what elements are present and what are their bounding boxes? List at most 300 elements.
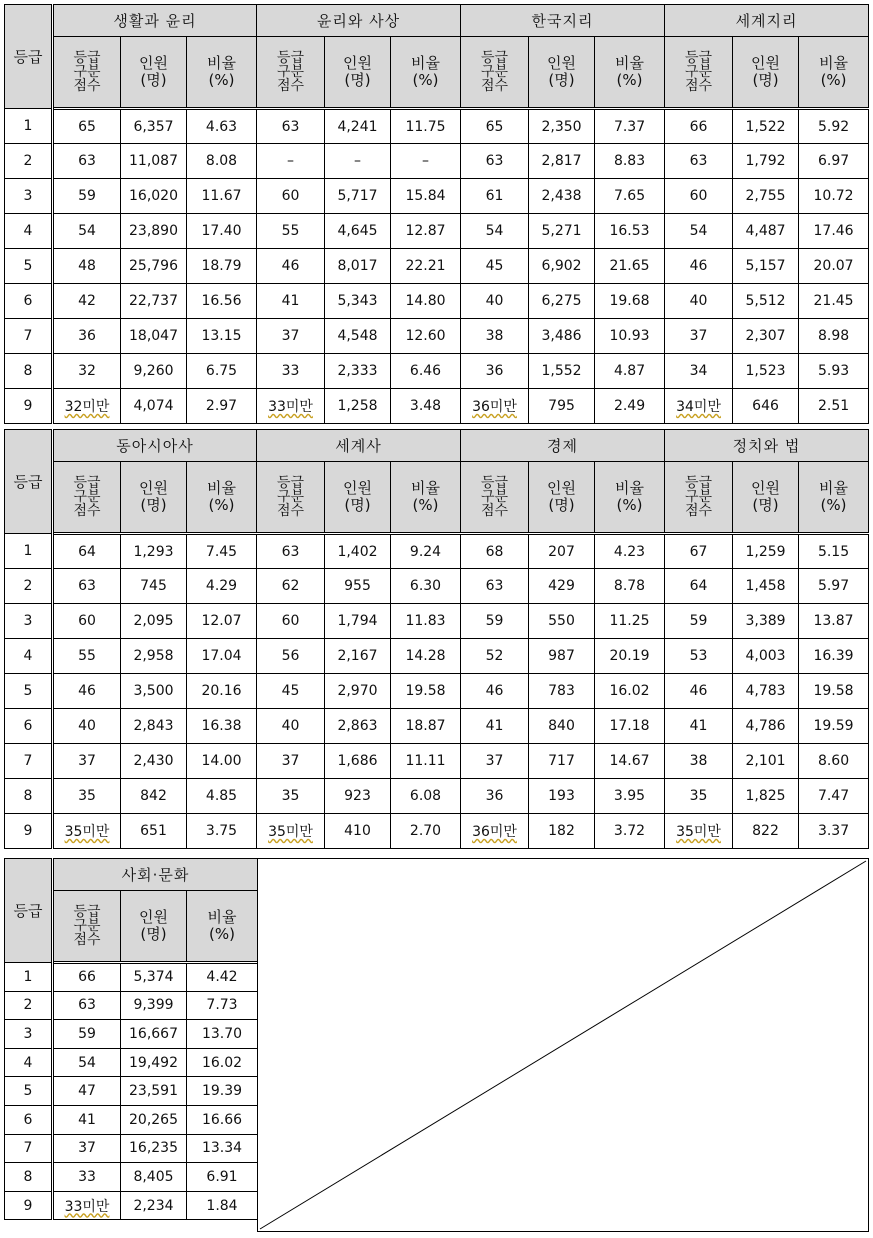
grade-cell: 4 (5, 214, 53, 249)
ratio-cell: 22.21 (391, 249, 461, 284)
ratio-cell: 16.02 (187, 1048, 258, 1077)
grade-cell: 5 (5, 249, 53, 284)
ratio-cell: 5.93 (799, 354, 869, 389)
count-cell: 2,817 (529, 144, 595, 179)
ratio-cell: 6.91 (187, 1163, 258, 1192)
grade-cell: 6 (5, 709, 53, 744)
cutoff-score-cell: 37 (257, 319, 325, 354)
ratio-cell: 3.75 (187, 814, 257, 849)
count-cell: 4,003 (733, 639, 799, 674)
cutoff-score-header: 등급 구분 점수 (53, 891, 121, 963)
cutoff-score-cell: 68 (461, 534, 529, 569)
cutoff-score-header: 등급 구분 점수 (257, 462, 325, 534)
ratio-cell: 20.19 (595, 639, 665, 674)
cutoff-score-cell: 64 (53, 534, 121, 569)
count-cell: 717 (529, 744, 595, 779)
ratio-cell: 9.24 (391, 534, 461, 569)
cutoff-score-cell: 34 (665, 354, 733, 389)
ratio-cell: 13.15 (187, 319, 257, 354)
count-cell: 783 (529, 674, 595, 709)
ratio-cell: 14.00 (187, 744, 257, 779)
grade-cell: 2 (5, 144, 53, 179)
count-cell: 2,333 (325, 354, 391, 389)
count-cell: 182 (529, 814, 595, 849)
cutoff-score-cell: 33미만 (257, 389, 325, 424)
ratio-cell: 18.79 (187, 249, 257, 284)
cutoff-score-cell: 46 (665, 674, 733, 709)
table-row (5, 214, 869, 249)
cutoff-score-cell: 60 (53, 604, 121, 639)
cutoff-score-header: 등급 구분 점수 (53, 462, 121, 534)
count-cell: 5,717 (325, 179, 391, 214)
cutoff-score-cell: 47 (53, 1077, 121, 1106)
count-cell: 4,645 (325, 214, 391, 249)
grade-cell: 3 (5, 179, 53, 214)
ratio-cell: 14.80 (391, 284, 461, 319)
table-row (5, 814, 869, 849)
ratio-cell: 4.42 (187, 963, 258, 992)
cutoff-score-cell: 65 (53, 109, 121, 144)
cutoff-score-cell: 34미만 (665, 389, 733, 424)
count-cell: 18,047 (121, 319, 187, 354)
grade-cell: 8 (5, 779, 53, 814)
subject-name: 한국지리 (461, 5, 665, 37)
cutoff-score-cell: 54 (665, 214, 733, 249)
ratio-cell: 12.07 (187, 604, 257, 639)
cutoff-score-cell: 33미만 (53, 1191, 121, 1220)
ratio-header: 비율 (%) (187, 891, 258, 963)
ratio-cell: 2.97 (187, 389, 257, 424)
cutoff-score-header: 등급 구분 점수 (665, 37, 733, 109)
ratio-cell: 3.48 (391, 389, 461, 424)
grade-cell: 8 (5, 354, 53, 389)
subject-name: 동아시아사 (53, 430, 257, 462)
empty-crossed-cell (257, 858, 869, 1232)
ratio-header: 비율 (%) (187, 462, 257, 534)
cutoff-score-cell: 45 (257, 674, 325, 709)
ratio-cell: 19.68 (595, 284, 665, 319)
ratio-cell: 7.45 (187, 534, 257, 569)
cutoff-score-cell: 37 (665, 319, 733, 354)
ratio-cell: 6.30 (391, 569, 461, 604)
count-cell: 5,512 (733, 284, 799, 319)
cutoff-score-cell: 35 (257, 779, 325, 814)
ratio-cell: 10.93 (595, 319, 665, 354)
ratio-cell: 14.28 (391, 639, 461, 674)
cutoff-score-cell: 33 (53, 1163, 121, 1192)
cutoff-score-cell: 35미만 (665, 814, 733, 849)
ratio-cell: 13.87 (799, 604, 869, 639)
table-row (5, 109, 869, 144)
count-cell: 987 (529, 639, 595, 674)
count-cell: 2,350 (529, 109, 595, 144)
table-row (5, 1020, 258, 1049)
count-cell: 651 (121, 814, 187, 849)
ratio-cell: 17.04 (187, 639, 257, 674)
cutoff-score-cell: 35 (665, 779, 733, 814)
cutoff-score-cell: 37 (461, 744, 529, 779)
count-cell: 2,970 (325, 674, 391, 709)
ratio-cell: 7.65 (595, 179, 665, 214)
grade-cell: 6 (5, 1105, 53, 1134)
table-row (5, 991, 258, 1020)
count-cell: 2,863 (325, 709, 391, 744)
cutoff-score-cell: 42 (53, 284, 121, 319)
cutoff-score-header: 등급 구분 점수 (461, 37, 529, 109)
count-cell: 4,548 (325, 319, 391, 354)
count-cell: 207 (529, 534, 595, 569)
ratio-cell: 5.97 (799, 569, 869, 604)
cutoff-score-cell: 35미만 (53, 814, 121, 849)
grade-cell: 7 (5, 744, 53, 779)
ratio-cell: 17.46 (799, 214, 869, 249)
subject-name: 세계지리 (665, 5, 869, 37)
ratio-cell: 2.51 (799, 389, 869, 424)
table-row (5, 284, 869, 319)
ratio-cell: 3.95 (595, 779, 665, 814)
count-cell: – (325, 144, 391, 179)
table-row (5, 319, 869, 354)
count-cell: 4,786 (733, 709, 799, 744)
ratio-cell: 16.38 (187, 709, 257, 744)
table-row (5, 144, 869, 179)
count-cell: 23,591 (121, 1077, 187, 1106)
ratio-cell: 6.08 (391, 779, 461, 814)
grade-cell: 3 (5, 1020, 53, 1049)
grade-cell: 2 (5, 569, 53, 604)
ratio-header: 비율 (%) (391, 462, 461, 534)
count-cell: 5,343 (325, 284, 391, 319)
cutoff-score-cell: 54 (53, 1048, 121, 1077)
grade-cell: 5 (5, 674, 53, 709)
table-row (5, 639, 869, 674)
count-cell: 1,686 (325, 744, 391, 779)
ratio-cell: 12.60 (391, 319, 461, 354)
cutoff-score-cell: 37 (53, 744, 121, 779)
count-cell: 8,405 (121, 1163, 187, 1192)
ratio-cell: 18.87 (391, 709, 461, 744)
ratio-cell: 8.98 (799, 319, 869, 354)
count-cell: 550 (529, 604, 595, 639)
count-cell: 8,017 (325, 249, 391, 284)
ratio-cell: 11.25 (595, 604, 665, 639)
cutoff-score-cell: 41 (53, 1105, 121, 1134)
count-cell: 2,958 (121, 639, 187, 674)
ratio-cell: 21.65 (595, 249, 665, 284)
ratio-cell: 4.87 (595, 354, 665, 389)
count-cell: 2,307 (733, 319, 799, 354)
count-cell: 16,020 (121, 179, 187, 214)
count-cell: 3,389 (733, 604, 799, 639)
ratio-cell: 4.23 (595, 534, 665, 569)
cutoff-score-cell: 37 (257, 744, 325, 779)
cutoff-score-cell: 59 (53, 179, 121, 214)
grade-cut-table-block-1 (4, 4, 869, 424)
cutoff-score-cell: 59 (461, 604, 529, 639)
subject-name: 윤리와 사상 (257, 5, 461, 37)
ratio-header: 비율 (%) (799, 37, 869, 109)
cutoff-score-cell: 41 (461, 709, 529, 744)
count-cell: 6,902 (529, 249, 595, 284)
subject-name: 경제 (461, 430, 665, 462)
count-cell: 1,794 (325, 604, 391, 639)
count-cell: 2,101 (733, 744, 799, 779)
ratio-cell: 4.29 (187, 569, 257, 604)
table-row (5, 779, 869, 814)
ratio-cell: 16.66 (187, 1105, 258, 1134)
ratio-cell: 3.72 (595, 814, 665, 849)
ratio-cell: 15.84 (391, 179, 461, 214)
count-cell: 193 (529, 779, 595, 814)
cutoff-score-cell: 63 (257, 109, 325, 144)
cutoff-score-cell: 63 (257, 534, 325, 569)
cutoff-score-cell: 36 (461, 779, 529, 814)
count-cell: 429 (529, 569, 595, 604)
subject-header-row (5, 430, 869, 462)
cutoff-score-cell: 63 (53, 144, 121, 179)
cutoff-score-cell: 55 (257, 214, 325, 249)
count-cell: 6,357 (121, 109, 187, 144)
count-cell: 4,487 (733, 214, 799, 249)
ratio-cell: 17.18 (595, 709, 665, 744)
count-cell: 2,755 (733, 179, 799, 214)
ratio-cell: 19.39 (187, 1077, 258, 1106)
subject-header-row (5, 5, 869, 37)
subject-header-row (5, 859, 258, 891)
ratio-cell: 7.47 (799, 779, 869, 814)
ratio-header: 비율 (%) (187, 37, 257, 109)
cutoff-score-cell: 38 (461, 319, 529, 354)
ratio-cell: 17.40 (187, 214, 257, 249)
grade-cell: 4 (5, 1048, 53, 1077)
cutoff-score-cell: 46 (665, 249, 733, 284)
cutoff-score-cell: 33 (257, 354, 325, 389)
count-cell: 1,293 (121, 534, 187, 569)
cutoff-score-cell: 63 (665, 144, 733, 179)
cutoff-score-cell: 54 (53, 214, 121, 249)
cutoff-score-cell: – (257, 144, 325, 179)
cutoff-score-header: 등급 구분 점수 (665, 462, 733, 534)
count-cell: 2,843 (121, 709, 187, 744)
count-cell: 9,260 (121, 354, 187, 389)
cutoff-score-cell: 56 (257, 639, 325, 674)
ratio-cell: 16.56 (187, 284, 257, 319)
table-row (5, 249, 869, 284)
cutoff-score-header: 등급 구분 점수 (257, 37, 325, 109)
ratio-cell: 13.70 (187, 1020, 258, 1049)
ratio-cell: 11.83 (391, 604, 461, 639)
grade-cell: 7 (5, 1134, 53, 1163)
cutoff-score-cell: 63 (53, 991, 121, 1020)
count-cell: 2,234 (121, 1191, 187, 1220)
cutoff-score-cell: 63 (53, 569, 121, 604)
table-row (5, 1105, 258, 1134)
cutoff-score-cell: 64 (665, 569, 733, 604)
count-cell: 25,796 (121, 249, 187, 284)
ratio-cell: 19.59 (799, 709, 869, 744)
grade-cell: 1 (5, 963, 53, 992)
count-header: 인원 (명) (529, 37, 595, 109)
subject-name: 세계사 (257, 430, 461, 462)
cutoff-score-cell: 36 (53, 319, 121, 354)
count-cell: 795 (529, 389, 595, 424)
ratio-cell: 5.15 (799, 534, 869, 569)
ratio-cell: 8.78 (595, 569, 665, 604)
grade-cell: 3 (5, 604, 53, 639)
count-cell: 22,737 (121, 284, 187, 319)
count-cell: 2,430 (121, 744, 187, 779)
ratio-cell: 4.85 (187, 779, 257, 814)
count-header: 인원 (명) (121, 462, 187, 534)
ratio-cell: 8.83 (595, 144, 665, 179)
cutoff-score-cell: 48 (53, 249, 121, 284)
count-cell: 745 (121, 569, 187, 604)
cutoff-score-cell: 38 (665, 744, 733, 779)
grade-cell: 9 (5, 1191, 53, 1220)
grade-header: 등급 (5, 859, 53, 963)
cutoff-score-cell: 65 (461, 109, 529, 144)
count-cell: 16,667 (121, 1020, 187, 1049)
count-cell: 842 (121, 779, 187, 814)
count-cell: 1,825 (733, 779, 799, 814)
ratio-cell: 21.45 (799, 284, 869, 319)
cutoff-score-cell: 32 (53, 354, 121, 389)
count-cell: 5,374 (121, 963, 187, 992)
count-header: 인원 (명) (529, 462, 595, 534)
ratio-cell: 2.70 (391, 814, 461, 849)
ratio-header: 비율 (%) (595, 37, 665, 109)
count-header: 인원 (명) (121, 37, 187, 109)
ratio-cell: 19.58 (391, 674, 461, 709)
ratio-cell: 16.53 (595, 214, 665, 249)
count-cell: 3,500 (121, 674, 187, 709)
grade-cut-table-block-3 (4, 858, 258, 1220)
grade-cell: 9 (5, 389, 53, 424)
ratio-cell: 11.67 (187, 179, 257, 214)
ratio-cell: – (391, 144, 461, 179)
cutoff-score-cell: 66 (665, 109, 733, 144)
count-cell: 23,890 (121, 214, 187, 249)
ratio-cell: 16.02 (595, 674, 665, 709)
ratio-cell: 1.84 (187, 1191, 258, 1220)
count-cell: 4,783 (733, 674, 799, 709)
table-row (5, 963, 258, 992)
cutoff-score-cell: 59 (53, 1020, 121, 1049)
grade-cell: 5 (5, 1077, 53, 1106)
count-cell: 5,157 (733, 249, 799, 284)
count-cell: 1,552 (529, 354, 595, 389)
grade-cut-table-block-2 (4, 429, 869, 849)
ratio-cell: 12.87 (391, 214, 461, 249)
cutoff-score-cell: 41 (257, 284, 325, 319)
cutoff-score-cell: 52 (461, 639, 529, 674)
count-cell: 1,522 (733, 109, 799, 144)
count-header: 인원 (명) (733, 37, 799, 109)
cutoff-score-cell: 36미만 (461, 814, 529, 849)
count-cell: 5,271 (529, 214, 595, 249)
cutoff-score-cell: 54 (461, 214, 529, 249)
cutoff-score-cell: 66 (53, 963, 121, 992)
cutoff-score-cell: 46 (461, 674, 529, 709)
cutoff-score-cell: 67 (665, 534, 733, 569)
cutoff-score-cell: 35 (53, 779, 121, 814)
count-cell: 6,275 (529, 284, 595, 319)
ratio-header: 비율 (%) (799, 462, 869, 534)
ratio-cell: 13.34 (187, 1134, 258, 1163)
table-row (5, 569, 869, 604)
ratio-cell: 19.58 (799, 674, 869, 709)
ratio-cell: 14.67 (595, 744, 665, 779)
count-cell: 4,074 (121, 389, 187, 424)
subject-name: 정치와 법 (665, 430, 869, 462)
table-row (5, 179, 869, 214)
count-cell: 11,087 (121, 144, 187, 179)
grade-cell: 8 (5, 1163, 53, 1192)
table-row (5, 389, 869, 424)
cutoff-score-cell: 46 (257, 249, 325, 284)
table-row (5, 534, 869, 569)
ratio-cell: 11.75 (391, 109, 461, 144)
ratio-cell: 6.75 (187, 354, 257, 389)
cutoff-score-cell: 63 (461, 144, 529, 179)
count-cell: 1,402 (325, 534, 391, 569)
table-row (5, 354, 869, 389)
ratio-cell: 8.08 (187, 144, 257, 179)
ratio-cell: 7.73 (187, 991, 258, 1020)
count-cell: 20,265 (121, 1105, 187, 1134)
cutoff-score-cell: 60 (257, 604, 325, 639)
table-row (5, 604, 869, 639)
count-cell: 19,492 (121, 1048, 187, 1077)
grade-cell: 4 (5, 639, 53, 674)
cutoff-score-cell: 32미만 (53, 389, 121, 424)
count-cell: 1,792 (733, 144, 799, 179)
ratio-cell: 8.60 (799, 744, 869, 779)
cutoff-score-cell: 35미만 (257, 814, 325, 849)
table-row (5, 1163, 258, 1192)
grade-cell: 9 (5, 814, 53, 849)
count-cell: 1,259 (733, 534, 799, 569)
count-cell: 3,486 (529, 319, 595, 354)
column-header-row (5, 462, 869, 534)
ratio-header: 비율 (%) (595, 462, 665, 534)
count-header: 인원 (명) (733, 462, 799, 534)
cutoff-score-cell: 61 (461, 179, 529, 214)
cutoff-score-cell: 37 (53, 1134, 121, 1163)
count-cell: 410 (325, 814, 391, 849)
cutoff-score-cell: 40 (665, 284, 733, 319)
count-header: 인원 (명) (121, 891, 187, 963)
ratio-cell: 16.39 (799, 639, 869, 674)
subject-name: 사회·문화 (53, 859, 258, 891)
table-row (5, 744, 869, 779)
count-cell: 1,458 (733, 569, 799, 604)
column-header-row (5, 37, 869, 109)
cutoff-score-cell: 53 (665, 639, 733, 674)
cutoff-score-cell: 40 (461, 284, 529, 319)
cutoff-score-cell: 62 (257, 569, 325, 604)
table-row (5, 1077, 258, 1106)
cutoff-score-cell: 60 (665, 179, 733, 214)
ratio-cell: 5.92 (799, 109, 869, 144)
cutoff-score-cell: 63 (461, 569, 529, 604)
table-row (5, 1134, 258, 1163)
ratio-cell: 4.63 (187, 109, 257, 144)
ratio-cell: 10.72 (799, 179, 869, 214)
count-cell: 923 (325, 779, 391, 814)
count-cell: 2,438 (529, 179, 595, 214)
grade-header: 등급 (5, 5, 53, 109)
